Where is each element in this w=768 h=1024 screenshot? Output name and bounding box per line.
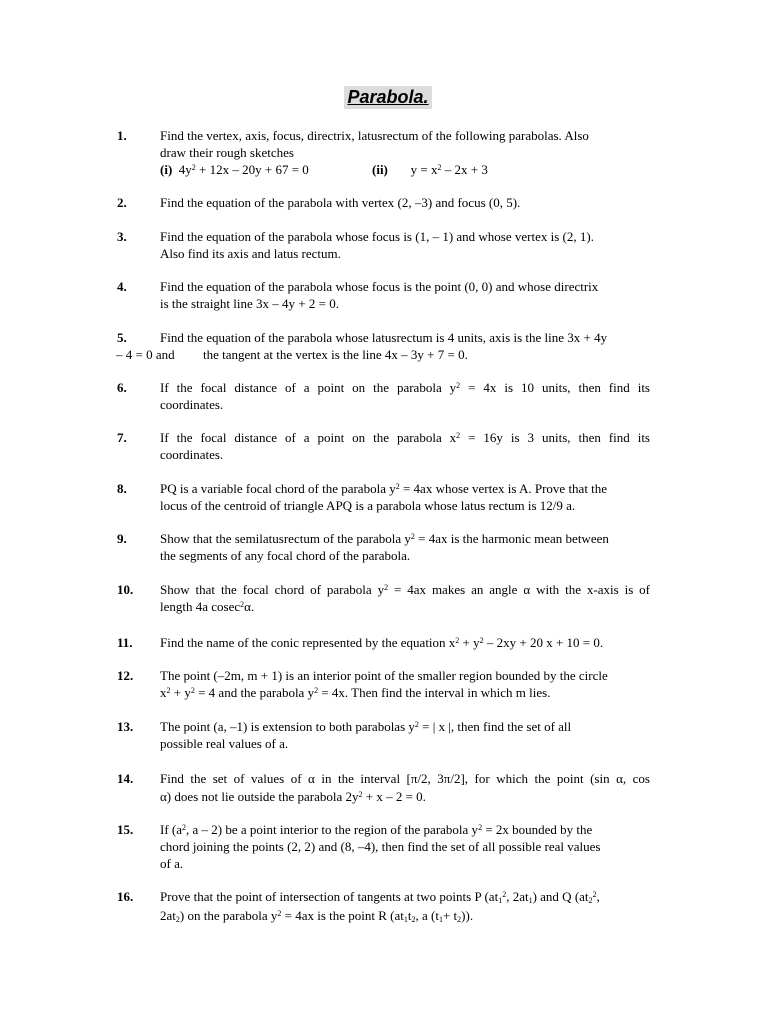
equation-ii-b: – 2x + 3 [441, 162, 488, 177]
superscript: 2 [384, 583, 389, 592]
text-segment: + x – 2 = 0. [362, 789, 426, 804]
question-text-line: the segments of any focal chord of the parabola. [160, 548, 411, 563]
subscript: 1 [403, 915, 408, 924]
question-number: 9. [117, 531, 127, 546]
text-segment: + t [442, 908, 458, 923]
subscript: 2 [175, 915, 180, 924]
superscript: 2 [358, 790, 363, 799]
text-segment: PQ is a variable focal chord of the parabola y [160, 481, 396, 496]
text-segment: = 4ax makes an angle α with the x-axis is of [388, 582, 651, 597]
question-text-line [160, 684, 550, 701]
superscript: 2 [277, 909, 282, 918]
question-text-line: Find the equation of the parabola whose focus is (1, – 1) and whose vertex is (2, 1). [160, 229, 594, 244]
text-segment: If the focal distance of a point on the parabola y [160, 380, 457, 395]
superscript: 2 [191, 163, 196, 172]
question-number: 7. [117, 430, 127, 445]
question-text-line [160, 888, 600, 905]
subscript: 2 [588, 896, 593, 905]
question-text-line [160, 429, 650, 446]
question-number: 8. [117, 481, 127, 496]
text-segment: If (a [160, 822, 183, 837]
text-segment: + y [459, 635, 480, 650]
subscript: 2 [411, 915, 416, 924]
text-segment: – 2xy + 20 x + 10 = 0. [483, 635, 604, 650]
text-segment: Show that the semilatusrectum of the parabola y [160, 531, 411, 546]
text-segment: Prove that the point of intersection of tangents at two points P (at [160, 889, 499, 904]
text-segment: x [160, 685, 167, 700]
subscript: 1 [438, 915, 443, 924]
text-segment: The point (a, –1) is extension to both parabolas y [160, 719, 415, 734]
subscript: 2 [457, 915, 462, 924]
question-text-line: is the straight line 3x – 4y + 2 = 0. [160, 296, 339, 311]
question-text-line [160, 480, 607, 497]
question-number: 14. [117, 771, 134, 786]
question-text-line: of a. [160, 856, 184, 871]
question-text-line [160, 788, 426, 805]
text-segment: = 16y is 3 units, then find its [460, 430, 650, 445]
text-segment: t [407, 908, 412, 923]
equation-i-a: 4y [178, 162, 192, 177]
text-segment: , 2at [506, 889, 529, 904]
superscript: 2 [182, 823, 187, 832]
question-text-line [160, 598, 254, 615]
question-text-line: Find the equation of the parabola whose latusrectum is 4 units, axis is the line 3x + 4y [160, 330, 608, 345]
question-text-line [160, 634, 603, 651]
superscript: 2 [456, 381, 461, 390]
question-text-line: Find the equation of the parabola whose focus is the point (0, 0) and whose directrix [160, 279, 599, 294]
question-text-line: coordinates. [160, 397, 224, 412]
question-text-line: draw their rough sketches [160, 145, 294, 160]
subscript: 1 [498, 896, 503, 905]
question-number: 16. [117, 889, 134, 904]
superscript: 2 [455, 636, 460, 645]
superscript: 2 [456, 431, 461, 440]
question-text-line: locus of the centroid of triangle APQ is a parabola whose latus rectum is 12/9 a. [160, 498, 576, 513]
equation-ii-a: y = x [410, 162, 438, 177]
question-text-line: Find the equation of the parabola with vertex (2, –3) and focus (0, 5). [160, 195, 521, 210]
question-number: 4. [117, 279, 127, 294]
question-text-line: – 4 = 0 and [116, 347, 175, 362]
text-segment: α) does not lie outside the parabola 2y [160, 789, 359, 804]
question-text-line [160, 530, 609, 547]
page-title-wrap [0, 86, 768, 109]
question-number: 15. [117, 822, 134, 837]
text-segment: ) and Q (at [532, 889, 589, 904]
superscript: 2 [592, 890, 597, 899]
question-number: 12. [117, 668, 134, 683]
question-number: 2. [117, 195, 127, 210]
part-label-ii: (ii) [372, 162, 388, 177]
superscript: 2 [479, 636, 484, 645]
superscript: 2 [166, 686, 171, 695]
text-segment: ) on the parabola y [179, 908, 278, 923]
text-segment: = 2x bounded by the [482, 822, 593, 837]
question-text-line: Find the set of values of α in the interval [π/2, 3π/2], for which the point (sin α, cos [160, 771, 650, 786]
question-text-line: coordinates. [160, 447, 224, 462]
text-segment: Show that the focal chord of parabola y [160, 582, 385, 597]
superscript: 2 [190, 686, 195, 695]
question-text-line: The point (–2m, m + 1) is an interior point of the smaller region bounded by the circle [160, 668, 608, 683]
question-number: 3. [117, 229, 127, 244]
text-segment: = 4 and the parabola y [194, 685, 315, 700]
question-text-line: Also find its axis and latus rectum. [160, 246, 341, 261]
question-text-line [160, 821, 592, 838]
text-segment: = | x |, then find the set of all [418, 719, 572, 734]
question-parts-line [160, 161, 309, 178]
question-number: 6. [117, 380, 127, 395]
question-number: 11. [117, 635, 133, 650]
text-segment: , [596, 889, 600, 904]
question-text-line: chord joining the points (2, 2) and (8, –4), then find the set of all possible real values [160, 839, 601, 854]
question-number: 13. [117, 719, 134, 734]
text-segment: length 4a cosec [160, 599, 241, 614]
text-segment: , a – 2) be a point interior to the region of the parabola y [186, 822, 479, 837]
question-text-line: possible real values of a. [160, 736, 289, 751]
question-number: 1. [117, 128, 127, 143]
text-segment: α. [244, 599, 255, 614]
question-number: 5. [117, 330, 127, 345]
question-text-line [160, 581, 650, 598]
question-text-line [160, 907, 473, 924]
text-segment: + y [170, 685, 191, 700]
question-text-line [160, 718, 571, 735]
text-segment: = 4ax is the harmonic mean between [414, 531, 609, 546]
text-segment: 2at [160, 908, 176, 923]
superscript: 2 [240, 600, 245, 609]
superscript: 2 [437, 163, 442, 172]
superscript: 2 [478, 823, 483, 832]
text-segment: )). [461, 908, 474, 923]
text-segment: = 4ax is the point R (at [281, 908, 404, 923]
question-number: 10. [117, 582, 134, 597]
superscript: 2 [395, 482, 400, 491]
text-segment: , a (t [415, 908, 439, 923]
question-parts-line [372, 161, 488, 178]
subscript: 1 [528, 896, 533, 905]
text-segment: = 4x is 10 units, then find its [460, 380, 650, 395]
equation-i-b: + 12x – 20y + 67 = 0 [195, 162, 309, 177]
text-segment: = 4ax whose vertex is A. Prove that the [399, 481, 608, 496]
question-text-line: Find the vertex, axis, focus, directrix, latusrectum of the following parabolas. Also [160, 128, 589, 143]
text-segment: Find the name of the conic represented by the equation x [160, 635, 456, 650]
superscript: 2 [314, 686, 319, 695]
page-title: Parabola. [344, 86, 431, 109]
superscript: 2 [502, 890, 507, 899]
superscript: 2 [414, 720, 419, 729]
question-text-line: the tangent at the vertex is the line 4x – 3y + 7 = 0. [203, 347, 468, 362]
text-segment: = 4x. Then find the interval in which m lies. [318, 685, 551, 700]
superscript: 2 [410, 532, 415, 541]
text-segment: If the focal distance of a point on the parabola x [160, 430, 457, 445]
part-label-i: (i) [160, 162, 173, 177]
question-text-line [160, 379, 650, 396]
